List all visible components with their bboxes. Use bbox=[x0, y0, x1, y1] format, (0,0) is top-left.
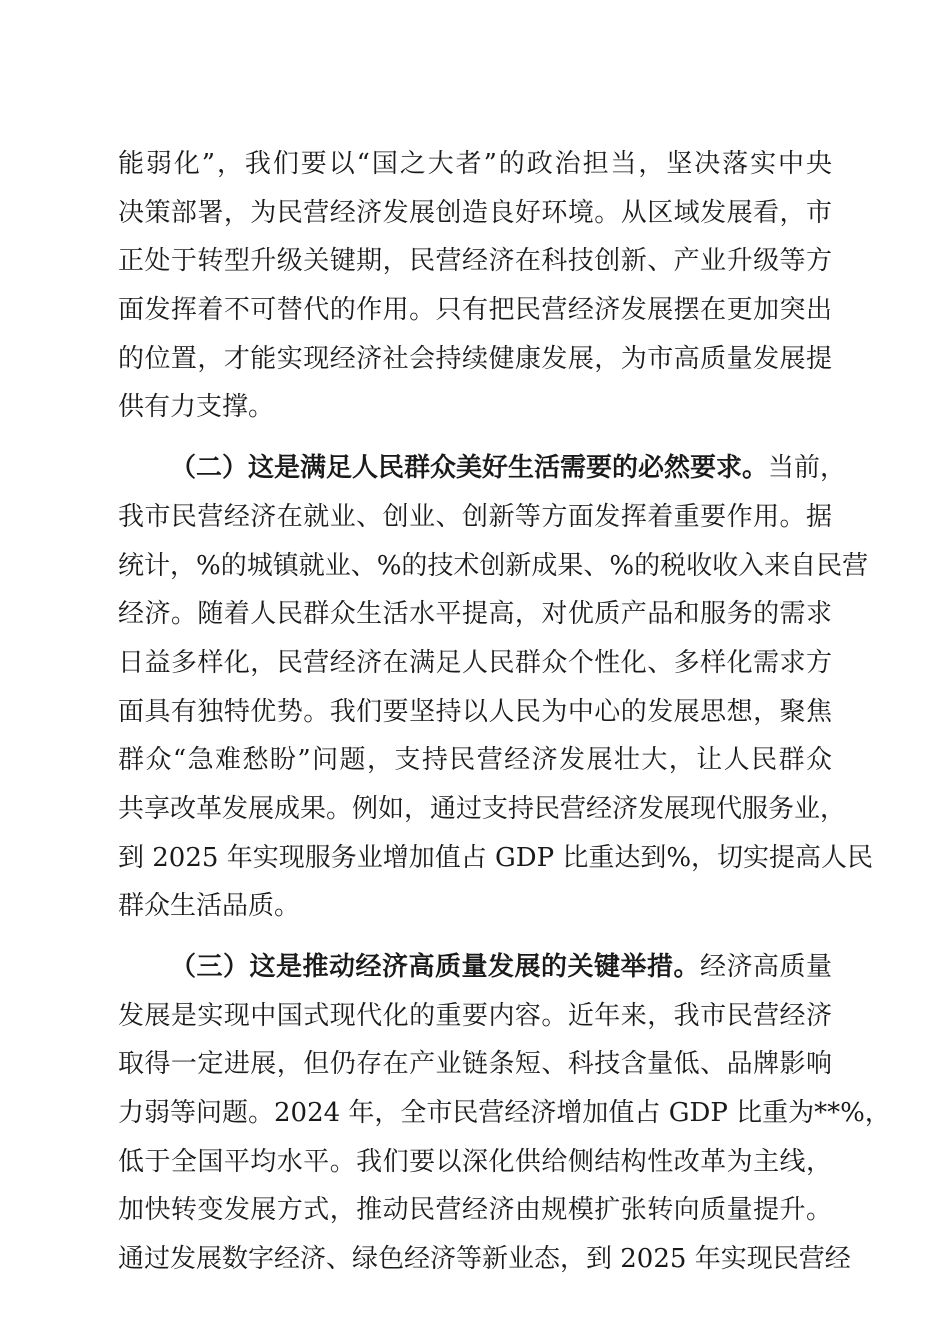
paragraph-3 bbox=[118, 943, 891, 1284]
paragraph-1 bbox=[118, 140, 832, 432]
text-line: 群众生活品质。 bbox=[118, 891, 301, 922]
heading-continuation: 当前， bbox=[768, 453, 847, 484]
text-line: 低于全国平均水平。我们要以深化供给侧结构性改革为主线， bbox=[118, 1146, 832, 1177]
section-heading-2: （二）这是满足人民群众美好生活需要的必然要求。 bbox=[170, 453, 769, 484]
text-line: 群众“急难愁盼”问题，支持民营经济发展壮大，让人民群众 bbox=[118, 745, 832, 776]
heading-line bbox=[118, 444, 847, 493]
document-body bbox=[118, 140, 891, 1284]
text-line: 我市民营经济在就业、创业、创新等方面发挥着重要作用。据 bbox=[118, 501, 832, 532]
section-heading-3: （三）这是推动经济高质量发展的关键举措。 bbox=[170, 952, 700, 982]
text-line: 面发挥着不可替代的作用。只有把民营经济发展摆在更加突出 bbox=[118, 295, 832, 326]
text-line: 统计，%的城镇就业、%的技术创新成果、%的税收收入来自民营 bbox=[118, 550, 869, 581]
text-line: 发展是实现中国式现代化的重要内容。近年来，我市民营经济 bbox=[118, 1000, 832, 1031]
text-line: 决策部署，为民营经济发展创造良好环境。从区域发展看，市 bbox=[118, 197, 832, 228]
heading-continuation: 经济高质量 bbox=[699, 952, 832, 982]
text-line: 能弱化”，我们要以“国之大者”的政治担当，坚决落实中央 bbox=[118, 149, 832, 179]
text-line: 加快转变发展方式，推动民营经济由规模扩张转向质量提升。 bbox=[118, 1195, 832, 1226]
text-line: 供有力支撑。 bbox=[118, 392, 275, 423]
text-line: 取得一定进展，但仍存在产业链条短、科技含量低、品牌影响 bbox=[118, 1049, 832, 1080]
heading-line bbox=[118, 943, 832, 992]
text-line: 正处于转型升级关键期，民营经济在科技创新、产业升级等方 bbox=[118, 246, 832, 277]
text-line: 的位置，才能实现经济社会持续健康发展，为市高质量发展提 bbox=[118, 343, 832, 374]
text-line: 面具有独特优势。我们要坚持以人民为中心的发展思想，聚焦 bbox=[118, 696, 832, 727]
text-line: 经济。随着人民群众生活水平提高，对优质产品和服务的需求 bbox=[118, 599, 832, 630]
paragraph-2 bbox=[118, 444, 874, 931]
text-line: 到 2025 年实现服务业增加值占 GDP 比重达到%，切实提高人民 bbox=[118, 842, 874, 873]
text-line: 日益多样化，民营经济在满足人民群众个性化、多样化需求方 bbox=[118, 647, 832, 678]
text-line: 通过发展数字经济、绿色经济等新业态，到 2025 年实现民营经 bbox=[118, 1244, 851, 1275]
text-line: 力弱等问题。2024 年，全市民营经济增加值占 GDP 比重为**%， bbox=[118, 1098, 891, 1129]
text-line: 共享改革发展成果。例如，通过支持民营经济发展现代服务业， bbox=[118, 793, 847, 824]
